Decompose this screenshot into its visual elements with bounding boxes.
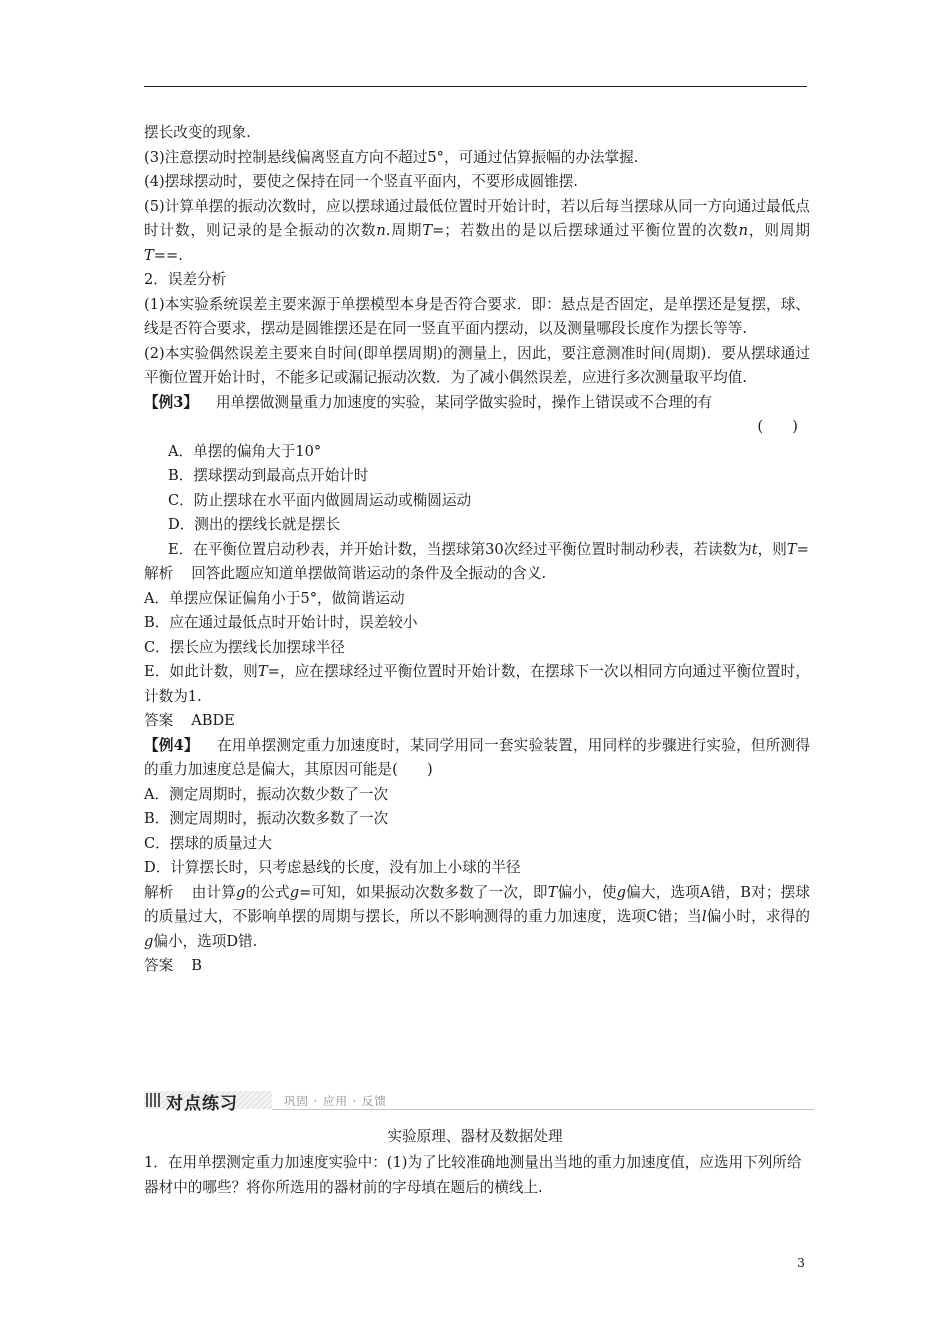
solution-line: C．摆长应为摆线长加摆球半径 — [144, 638, 345, 656]
subheading: 实验原理、器材及数据处理 — [387, 1128, 563, 1145]
option-b: B．摆球摆动到最高点开始计时 — [168, 467, 369, 484]
answer-bracket: ( ) — [757, 418, 798, 435]
solution-line: E．如此计数，则T=，应在摆球经过平衡位置时开始计数，在摆球下一次以相同方向通过平衡位置时，计数为1. — [144, 663, 810, 705]
example-4-question: 【例4】 在用单摆测定重力加速度时，某同学用同一套实验装置，用同样的步骤进行实验，但所测得的重力加速度总是偏大，其原因可能是( ) — [144, 736, 810, 778]
option-d: D．测出的摆线长就是摆长 — [168, 516, 341, 533]
solution: 解析 回答此题应知道单摆做简谐运动的条件及全振动的含义. — [144, 565, 547, 582]
section-banner — [144, 1088, 814, 1112]
paragraph: (3)注意摆动时控制悬线偏离竖直方向不超过5°，可通过估算振幅的办法掌握. — [144, 148, 639, 166]
option-d: D．计算摆长时，只考虑悬线的长度，没有加上小球的半径 — [144, 859, 521, 876]
paragraph: (2)本实验偶然误差主要来自时间(即单摆周期)的测量上，因此，要注意测准时间(周期)．要从摆球通过平衡位置开始计时，不能多记或漏记振动次数．为了减小偶然误差，应进行多次测量取平均值. — [144, 344, 810, 386]
section-heading: 2．误差分析 — [144, 271, 227, 288]
example-3-question: 【例3】 用单摆做测量重力加速度的实验，某同学做实验时，操作上错误或不合理的有 — [144, 393, 713, 411]
stripes-icon — [146, 1093, 162, 1107]
paragraph: (4)摆球摆动时，要使之保持在同一个竖直平面内，不要形成圆锥摆. — [144, 173, 578, 190]
option-b: B．测定周期时，振动次数多数了一次 — [144, 810, 389, 827]
paragraph: 摆长改变的现象. — [144, 124, 251, 141]
header-rule — [144, 86, 807, 87]
solution-line: B．应在通过最低点时开始计时，误差较小 — [144, 614, 418, 631]
answer: 答案 ABDE — [144, 712, 235, 729]
solution: 解析 由计算g的公式g=可知，如果振动次数多数了一次，即T偏小，使g偏大，选项A错，B对；摆球的质量过大，不影响单摆的周期与摆长，所以不影响测得的重力加速度，选项C错；当l偏小时，求得的g偏小，选项D错. — [144, 883, 810, 950]
banner-rule — [272, 1109, 814, 1110]
example-label: 【例3】 — [144, 393, 198, 411]
section-title: 对点练习 — [166, 1094, 238, 1114]
option-e: E．在平衡位置启动秒表，并开始计数，当摆球第30次经过平衡位置时制动秒表，若读数为t，则T= — [168, 540, 809, 558]
paragraph: (1)本实验系统误差主要来源于单摆模型本身是否符合要求．即：悬点是否固定，是单摆还是复摆，球、线是否符合要求，摆动是圆锥摆还是在同一竖直平面内摆动，以及测量哪段长度作为摆长等等. — [144, 295, 810, 337]
option-c: C．防止摆球在水平面内做圆周运动或椭圆运动 — [168, 491, 472, 509]
question-1: 1．在用单摆测定重力加速度实验中：(1)为了比较准确地测量出当地的重力加速度值，应选用下列所给器材中的哪些？将你所选用的器材前的字母填在题后的横线上. — [144, 1154, 802, 1196]
solution-line: A．单摆应保证偏角小于5°，做简谐运动 — [144, 589, 405, 607]
section-subtitle: 巩固 · 应用 · 反馈 — [284, 1094, 387, 1108]
option-c: C．摆球的质量过大 — [144, 834, 272, 852]
answer: 答案 B — [144, 957, 202, 974]
paragraph: (5)计算单摆的振动次数时，应以摆球通过最低位置时开始计时，若以后每当摆球从同一方向通过最低点时计数，则记录的是全振动的次数n.周期T=；若数出的是以后摆球通过平衡位置的次数n，则周期T==. — [144, 197, 810, 264]
page-number: 3 — [797, 1255, 805, 1270]
example-label: 【例4】 — [144, 736, 199, 754]
option-a: A．测定周期时，振动次数少数了一次 — [144, 785, 389, 803]
option-a: A．单摆的偏角大于10° — [168, 442, 322, 460]
main-content — [144, 121, 810, 979]
